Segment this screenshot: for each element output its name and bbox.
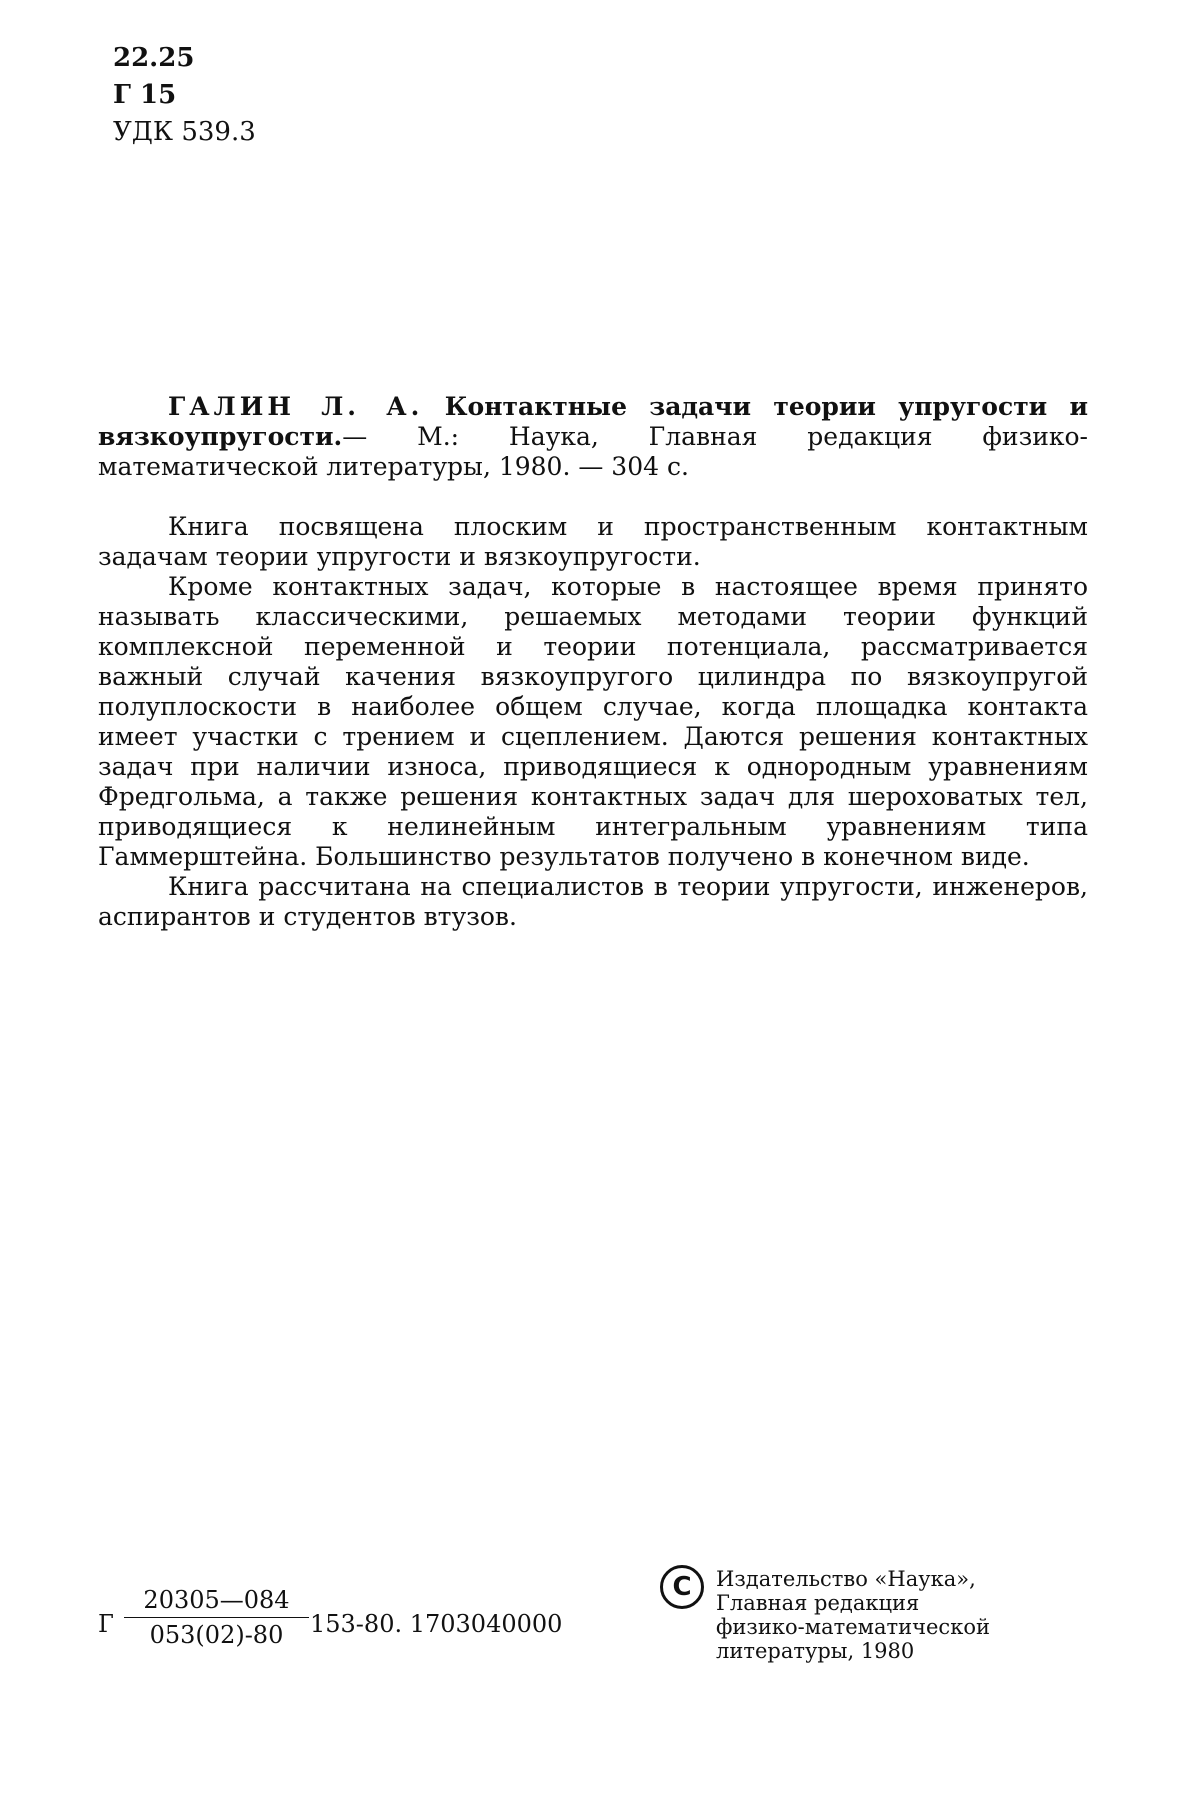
- annotation-paragraph: Книга посвящена плоским и пространственным контактным задачам теории упругости и вязкоупругости.: [98, 512, 1088, 571]
- index-rest: 153-80. 1703040000: [310, 1610, 563, 1638]
- publisher-line: литературы, 1980: [716, 1639, 915, 1663]
- imprint: — М.: Наука, Главная редакция физико-математической литературы, 1980. — 304 с.: [98, 422, 1088, 481]
- annotation-paragraph: Кроме контактных задач, которые в настоящее время принято называть классическими, решаемых методами теории функций комплексной переменной и теории потенциала, рассматривается важный случай качения вязкоупругого цилиндра по вязкоупругой полуплоскости в наиболее общем случае, когда площадка контакта имеет участки с трением и сцеплением. Даются решения контактных задач при наличии износа, приводящиеся к однородным уравнениям Фредгольма, а также решения контактных задач для шероховатых тел, приводящиеся к нелинейным интегральным уравнениям типа Гаммерштейна. Большинство результатов получено в конечном виде.: [98, 572, 1088, 871]
- bibliographic-description: [98, 392, 1088, 482]
- index-denominator: 053(02)-80: [149, 1621, 284, 1649]
- publisher-info: [716, 1567, 990, 1663]
- author-name: ГАЛИН Л. А.: [168, 392, 424, 421]
- footer: [98, 1565, 1088, 1675]
- classification-codes: [113, 40, 256, 151]
- udk-code: УДК 539.3: [113, 117, 256, 147]
- bbk-code: 22.25: [113, 43, 195, 73]
- publisher-line: Издательство «Наука»,: [716, 1567, 976, 1591]
- main-text: [98, 392, 1088, 932]
- index-numerator: 20305—084: [124, 1585, 309, 1618]
- annotation-paragraph: Книга рассчитана на специалистов в теории упругости, инженеров, аспирантов и студентов втузов.: [98, 872, 1088, 931]
- index-letter: Г: [98, 1610, 114, 1638]
- copyright-icon: C: [660, 1565, 704, 1609]
- publisher-line: физико-математической: [716, 1615, 990, 1639]
- publisher-line: Главная редакция: [716, 1591, 920, 1615]
- annotation: [98, 512, 1088, 932]
- book-title: Контактные задачи теории упругости и вязкоупругости.: [98, 392, 1088, 451]
- index-fraction: [124, 1585, 309, 1650]
- author-mark: Г 15: [113, 80, 177, 110]
